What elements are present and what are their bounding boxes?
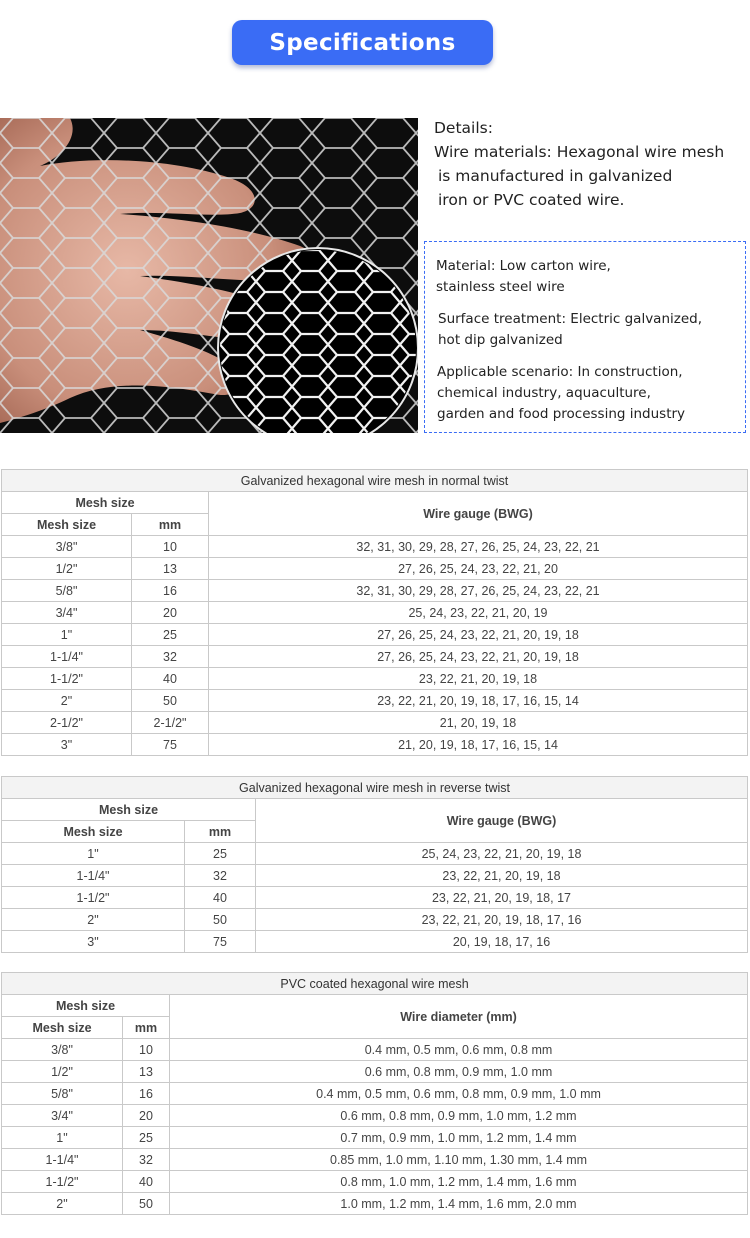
mesh-size-cell: 3/8" (2, 1039, 123, 1061)
details-line: iron or PVC coated wire. (438, 191, 625, 209)
table-title: PVC coated hexagonal wire mesh (2, 973, 748, 995)
mm-cell: 40 (185, 887, 256, 909)
table-row (2, 1193, 748, 1215)
mm-cell: 10 (132, 536, 209, 558)
mm-cell: 25 (123, 1127, 170, 1149)
mesh-size-header: Mesh size (2, 821, 185, 843)
wire-spec-header: Wire gauge (BWG) (209, 492, 748, 536)
mm-cell: 25 (185, 843, 256, 865)
table-row (2, 843, 748, 865)
mesh-size-cell: 3/4" (2, 1105, 123, 1127)
wire-spec-cell: 0.6 mm, 0.8 mm, 0.9 mm, 1.0 mm (170, 1061, 748, 1083)
mm-cell: 40 (132, 668, 209, 690)
mesh-size-cell: 1/2" (2, 1061, 123, 1083)
wire-spec-cell: 1.0 mm, 1.2 mm, 1.4 mm, 1.6 mm, 2.0 mm (170, 1193, 748, 1215)
wire-spec-cell: 23, 22, 21, 20, 19, 18, 17, 16, 15, 14 (209, 690, 748, 712)
wire-spec-cell: 23, 22, 21, 20, 19, 18, 17, 16 (256, 909, 748, 931)
table-row (2, 1061, 748, 1083)
normal-twist-table (1, 469, 748, 756)
wire-spec-cell: 25, 24, 23, 22, 21, 20, 19, 18 (256, 843, 748, 865)
scenario-line: garden and food processing industry (437, 406, 686, 422)
mesh-size-cell: 3" (2, 734, 132, 756)
table-row (2, 1127, 748, 1149)
mm-cell: 32 (185, 865, 256, 887)
wire-spec-cell: 0.6 mm, 0.8 mm, 0.9 mm, 1.0 mm, 1.2 mm (170, 1105, 748, 1127)
table-row (2, 1039, 748, 1061)
table-row (2, 1149, 748, 1171)
mesh-size-cell: 1-1/4" (2, 1149, 123, 1171)
table-title-row (2, 973, 748, 995)
mm-cell: 50 (132, 690, 209, 712)
table-header-row (2, 799, 748, 821)
table-row (2, 580, 748, 602)
details-section (434, 116, 750, 212)
banner-title: Specifications (269, 29, 456, 56)
mesh-size-cell: 1-1/2" (2, 1171, 123, 1193)
mesh-size-cell: 3/8" (2, 536, 132, 558)
details-line: Wire materials: Hexagonal wire mesh (434, 143, 725, 161)
scenario-line: Applicable scenario: In construction, (437, 364, 683, 380)
surface-line: Surface treatment: Electric galvanized, (438, 311, 703, 327)
mm-cell: 13 (132, 558, 209, 580)
table-row (2, 887, 748, 909)
surface-treatment-block (438, 309, 702, 351)
wire-spec-cell: 23, 22, 21, 20, 19, 18 (256, 865, 748, 887)
table-row (2, 1105, 748, 1127)
wire-spec-cell: 27, 26, 25, 24, 23, 22, 21, 20, 19, 18 (209, 646, 748, 668)
mesh-size-cell: 1" (2, 843, 185, 865)
table-header-row (2, 995, 748, 1017)
table-title: Galvanized hexagonal wire mesh in normal twist (2, 470, 748, 492)
mm-cell: 13 (123, 1061, 170, 1083)
mm-cell: 25 (132, 624, 209, 646)
table-header-row (2, 492, 748, 514)
mm-cell: 10 (123, 1039, 170, 1061)
wire-spec-cell: 27, 26, 25, 24, 23, 22, 21, 20 (209, 558, 748, 580)
wire-spec-cell: 0.4 mm, 0.5 mm, 0.6 mm, 0.8 mm, 0.9 mm, 1.0 mm (170, 1083, 748, 1105)
wire-spec-header: Wire diameter (mm) (170, 995, 748, 1039)
mesh-size-cell: 1-1/4" (2, 865, 185, 887)
table-row (2, 602, 748, 624)
material-line: Material: Low carton wire, (436, 258, 611, 274)
wire-spec-cell: 0.4 mm, 0.5 mm, 0.6 mm, 0.8 mm (170, 1039, 748, 1061)
mm-header: mm (132, 514, 209, 536)
specifications-banner (232, 20, 493, 65)
table-row (2, 1171, 748, 1193)
table-row (2, 690, 748, 712)
table-row (2, 668, 748, 690)
mm-cell: 20 (132, 602, 209, 624)
mesh-size-cell: 2" (2, 690, 132, 712)
table-row (2, 931, 748, 953)
mesh-size-cell: 5/8" (2, 580, 132, 602)
table-row (2, 865, 748, 887)
mesh-size-group-header: Mesh size (2, 492, 209, 514)
mm-cell: 75 (185, 931, 256, 953)
mm-cell: 50 (185, 909, 256, 931)
mm-cell: 32 (132, 646, 209, 668)
material-block (436, 256, 611, 298)
mesh-size-cell: 1-1/2" (2, 887, 185, 909)
mm-cell: 2-1/2" (132, 712, 209, 734)
wire-spec-header: Wire gauge (BWG) (256, 799, 748, 843)
wire-spec-cell: 25, 24, 23, 22, 21, 20, 19 (209, 602, 748, 624)
mesh-size-cell: 5/8" (2, 1083, 123, 1105)
wire-spec-cell: 0.7 mm, 0.9 mm, 1.0 mm, 1.2 mm, 1.4 mm (170, 1127, 748, 1149)
table-title: Galvanized hexagonal wire mesh in reverse twist (2, 777, 748, 799)
mesh-size-group-header: Mesh size (2, 995, 170, 1017)
table-row (2, 624, 748, 646)
mesh-size-header: Mesh size (2, 1017, 123, 1039)
mm-cell: 16 (123, 1083, 170, 1105)
mesh-size-cell: 3/4" (2, 602, 132, 624)
details-line: is manufactured in galvanized (438, 167, 673, 185)
scenario-block (437, 362, 685, 425)
wire-spec-cell: 0.85 mm, 1.0 mm, 1.10 mm, 1.30 mm, 1.4 mm (170, 1149, 748, 1171)
mesh-size-cell: 1-1/4" (2, 646, 132, 668)
wire-spec-cell: 32, 31, 30, 29, 28, 27, 26, 25, 24, 23, 22, 21 (209, 536, 748, 558)
wire-spec-cell: 20, 19, 18, 17, 16 (256, 931, 748, 953)
details-heading: Details: (434, 119, 493, 137)
table-row (2, 1083, 748, 1105)
mm-header: mm (185, 821, 256, 843)
table-title-row (2, 470, 748, 492)
wire-spec-cell: 21, 20, 19, 18, 17, 16, 15, 14 (209, 734, 748, 756)
mesh-size-cell: 1/2" (2, 558, 132, 580)
pvc-coated-table (1, 972, 748, 1215)
mesh-size-header: Mesh size (2, 514, 132, 536)
wire-spec-cell: 23, 22, 21, 20, 19, 18, 17 (256, 887, 748, 909)
material-line: stainless steel wire (436, 279, 565, 295)
table-row (2, 558, 748, 580)
mesh-size-group-header: Mesh size (2, 799, 256, 821)
wire-mesh-illustration (0, 118, 418, 433)
mm-cell: 50 (123, 1193, 170, 1215)
table-row (2, 734, 748, 756)
mesh-size-cell: 2" (2, 1193, 123, 1215)
mesh-size-cell: 1" (2, 1127, 123, 1149)
table-row (2, 646, 748, 668)
reverse-twist-table (1, 776, 748, 953)
scenario-line: chemical industry, aquaculture, (437, 385, 651, 401)
mm-cell: 75 (132, 734, 209, 756)
mesh-size-cell: 1-1/2" (2, 668, 132, 690)
wire-spec-cell: 32, 31, 30, 29, 28, 27, 26, 25, 24, 23, 22, 21 (209, 580, 748, 602)
mm-header: mm (123, 1017, 170, 1039)
mesh-size-cell: 3" (2, 931, 185, 953)
mm-cell: 40 (123, 1171, 170, 1193)
table-row (2, 536, 748, 558)
mm-cell: 16 (132, 580, 209, 602)
mesh-size-cell: 1" (2, 624, 132, 646)
wire-spec-cell: 27, 26, 25, 24, 23, 22, 21, 20, 19, 18 (209, 624, 748, 646)
surface-line: hot dip galvanized (438, 332, 563, 348)
mm-cell: 20 (123, 1105, 170, 1127)
wire-mesh-photo (0, 118, 418, 433)
wire-spec-cell: 0.8 mm, 1.0 mm, 1.2 mm, 1.4 mm, 1.6 mm (170, 1171, 748, 1193)
table-row (2, 909, 748, 931)
mesh-size-cell: 2" (2, 909, 185, 931)
properties-box (424, 241, 746, 433)
table-title-row (2, 777, 748, 799)
wire-spec-cell: 21, 20, 19, 18 (209, 712, 748, 734)
mm-cell: 32 (123, 1149, 170, 1171)
table-row (2, 712, 748, 734)
mesh-size-cell: 2-1/2" (2, 712, 132, 734)
wire-spec-cell: 23, 22, 21, 20, 19, 18 (209, 668, 748, 690)
